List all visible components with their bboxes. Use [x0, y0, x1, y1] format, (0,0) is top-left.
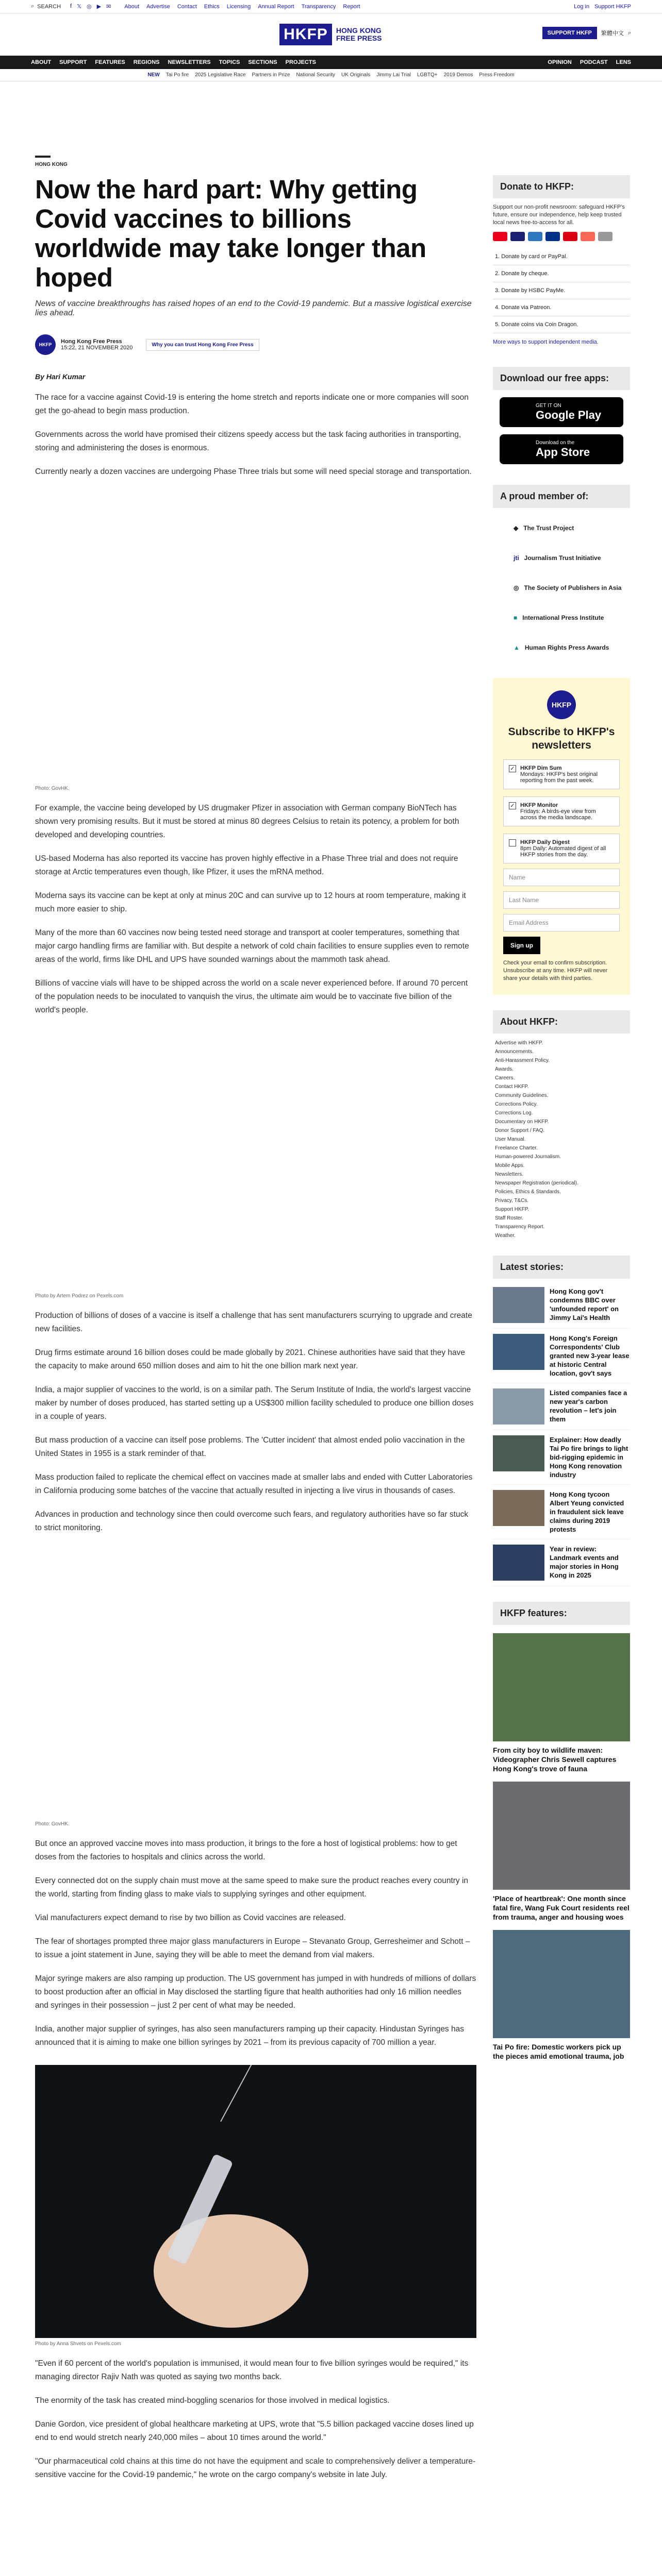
google-play-button[interactable]: GET IT ON Google Play [500, 397, 623, 427]
top-link-advertise[interactable]: Advertise [146, 3, 170, 10]
paragraph: Advances in production and technology since then could overcome such fears, and regulatory authorities have so far stuck to strict monitoring. [35, 1510, 469, 1532]
paragraph: Major syringe makers are also ramping up production. The US government has jumped in with hundreds of millions of dollars to boost production after an official in May disclosed the startling figure that health authorities had only 16 million needles and syringes in their possession – just 2 per cent of what may be needed. [35, 1974, 476, 2010]
paragraph: Many of the more than 60 vaccines now being tested need storage and transport at cooler temperatures, something that major cargo handling firms are familiar with. But despite a network of cold chain facilities to ensure supplies even to remote areas of the world, firms like DHL and UPS have sounded warnings about the mammoth task ahead. [35, 928, 469, 964]
donate-option[interactable]: 4. Donate via Patreon. [493, 299, 630, 316]
trending-item[interactable]: Jimmy Lai Trial [376, 72, 411, 78]
trending-item[interactable]: LGBTQ+ [417, 72, 438, 78]
story-thumbnail [493, 1388, 544, 1425]
about-link[interactable]: Donor Support / FAQ. [495, 1128, 545, 1133]
nav-newsletters[interactable]: NEWSLETTERS [168, 59, 211, 65]
paragraph: Vial manufacturers expect demand to rise by two billion as Covid vaccines are released. [35, 1913, 346, 1922]
x-icon[interactable]: 𝕏 [77, 4, 81, 10]
about-link[interactable]: Human-powered Journalism. [495, 1154, 561, 1160]
facebook-icon[interactable]: f [70, 3, 72, 9]
mastercard-icon [493, 232, 507, 241]
paragraph: The race for a vaccine against Covid-19 is entering the home stretch and reports indicate one or more companies will soon get the go-ahead to begin mass production. [35, 393, 469, 415]
about-link[interactable]: Contact HKFP. [495, 1084, 529, 1090]
hsbc-icon [563, 232, 577, 241]
trending-item[interactable]: Tai Po fire [166, 72, 189, 78]
site-logo[interactable]: HKFP HONG KONG FREE PRESS [279, 24, 383, 45]
article [35, 124, 476, 2482]
youtube-icon[interactable]: ▶ [96, 4, 102, 10]
about-link[interactable]: Policies, Ethics & Standards. [495, 1189, 561, 1195]
byline-publisher[interactable]: Hong Kong Free Press [61, 338, 122, 345]
latest-story[interactable]: Explainer: How deadly Tai Po fire brings to light bid-rigging epidemic in Hong Kong renovation industry [493, 1430, 630, 1485]
paragraph: Moderna says its vaccine can be kept at only at minus 20C and can survive up to 12 hours at room temperature, making it much more easier to ship. [35, 891, 466, 913]
paragraph: But once an approved vaccine moves into mass production, it brings to the fore a host of logistical problems: how to get doses from the factories to hospitals and clinics across the world. [35, 1839, 457, 1861]
site-header [0, 13, 662, 56]
member-jti[interactable]: jti Journalism Trust Initiative [514, 554, 601, 562]
latest-story[interactable]: Hong Kong gov't condemns BBC over 'unfounded report' on Jimmy Lai's Health [493, 1282, 630, 1329]
feature-story[interactable]: Tai Po fire: Domestic workers pick up the pieces amid emotional trauma, job [493, 1930, 630, 2061]
paragraph: The fear of shortages prompted three major glass manufacturers in Europe – Stevanato Group, Gerresheimer and Schott – to issue a joint statement in June, saying they will be able to meet the demand from vial makers. [35, 1937, 470, 1959]
checkbox[interactable] [509, 839, 516, 846]
nav-regions[interactable]: REGIONS [133, 59, 160, 65]
kicker-divider [35, 156, 51, 158]
about-heading: About HKFP: [493, 1010, 630, 1033]
member-sopa[interactable]: ◎ The Society of Publishers in Asia [514, 584, 622, 591]
paragraph: "Even if 60 percent of the world's population is immunised, it would mean four to five billion syringes would be required," its managing director Rajiv Nath was quoted as saying two months back. [35, 2359, 469, 2381]
category-link[interactable]: HONG KONG [35, 162, 68, 167]
newsletter-signup [493, 678, 630, 995]
about-link[interactable]: Privacy, T&Cs. [495, 1198, 529, 1204]
amex-icon [528, 232, 542, 241]
syringe-photo [35, 2065, 476, 2338]
paragraph: For example, the vaccine being developed by US drugmaker Pfizer in association with German company BioNTech has shown very promising results. But it must be stored at minus 80 degrees Celsius to retain its potency, a problem for both developed and developing countries. [35, 804, 459, 839]
article-title: Now the hard part: Why getting Covid vaccines to billions worldwide may take longer than hoped [35, 175, 426, 292]
about-link[interactable]: Weather. [495, 1233, 516, 1239]
trending-item[interactable]: National Security [296, 72, 336, 78]
trust-project-icon: ◆ [514, 524, 519, 532]
latest-story[interactable]: Hong Kong tycoon Albert Yeung convicted in fraudulent sick leave claims during 2019 protests [493, 1485, 630, 1539]
checkbox[interactable]: ✓ [509, 802, 516, 809]
publisher-avatar: HKFP [35, 334, 56, 355]
about-link[interactable]: User Manual. [495, 1137, 526, 1142]
about-link[interactable]: Staff Roster. [495, 1215, 523, 1221]
feature-story[interactable]: 'Place of heartbreak': One month since fatal fire, Wang Fuk Court residents reel from trauma, anger and housing woes [493, 1782, 630, 1922]
donate-options [493, 248, 630, 333]
donate-option[interactable]: 3. Donate by HSBC PayMe. [493, 282, 630, 299]
publish-date: 15:22, 21 NOVEMBER 2020 [61, 345, 133, 351]
sopa-icon: ◎ [514, 584, 519, 591]
nav-podcast[interactable]: PODCAST [580, 59, 608, 65]
support-hkfp-button[interactable]: SUPPORT HKFP [542, 27, 597, 39]
paragraph: Production of billions of doses of a vaccine is itself a challenge that has sent manufacturers scurrying to upgrade and create new facilities. [35, 1311, 472, 1333]
checkbox[interactable]: ✓ [509, 765, 516, 772]
paragraph: Every connected dot on the supply chain must move at the same speed to make sure the product reaches every country in the world, starting from finding glass to make vials to supplying syringes and other equipment. [35, 1876, 469, 1899]
paragraph: Drug firms estimate around 16 billion doses could be made globally by 2021. Chinese authorities have said that they have the capacity to make around 650 million doses and aim to hit the one billion mark next year. [35, 1348, 466, 1370]
about-link[interactable]: Community Guidelines. [495, 1093, 549, 1098]
about-link[interactable]: Newspaper Registration (periodical). [495, 1180, 578, 1186]
search-icon[interactable]: ⌕ [627, 29, 631, 36]
email-icon[interactable]: ✉ [106, 4, 111, 10]
story-thumbnail [493, 1545, 544, 1581]
paragraph: But mass production of a vaccine can itself pose problems. The 'Cutter incident' that almost ended polio vaccination in the United States in 1955 is a stark reminder of that. [35, 1436, 465, 1458]
features-list [493, 1633, 630, 2061]
members-heading: A proud member of: [493, 485, 630, 508]
byline-text [61, 338, 133, 351]
latest-heading: Latest stories: [493, 1256, 630, 1279]
image-caption: Photo by Anna Shvets on Pexels.com [35, 2341, 121, 2347]
about-link[interactable]: Careers. [495, 1075, 515, 1081]
member-hrpa[interactable]: ▲ Human Rights Press Awards [514, 644, 609, 651]
image-caption: Photo: GovHK. [35, 1821, 70, 1827]
about-link[interactable]: Mobile Apps. [495, 1163, 525, 1168]
byline [35, 334, 476, 355]
nav-topics[interactable]: TOPICS [219, 59, 240, 65]
latest-story[interactable]: Year in review: Landmark events and major stories in Hong Kong in 2025 [493, 1539, 630, 1586]
top-links [124, 4, 360, 10]
login-link[interactable]: Log in [574, 3, 590, 10]
donate-option[interactable]: 5. Donate coins via Coin Dragon. [493, 316, 630, 333]
trending-item[interactable]: Press Freedom [479, 72, 515, 78]
about-link[interactable]: Corrections Policy. [495, 1101, 538, 1107]
new-badge: NEW [147, 72, 160, 78]
paragraph: Governments across the world have promised their citizens speedy access but the task facing authorities in transporting, storing and administering the doses is enormous. [35, 430, 461, 452]
member-ipi[interactable]: ■ International Press Institute [514, 614, 604, 621]
sidebar [493, 124, 630, 2061]
hkfp-seal: HKFP [547, 690, 576, 719]
top-right-links [574, 4, 631, 10]
newsletter-note: Check your email to confirm subscription. Unsubscribe at any time. HKFP will never share your details with third parties. [503, 960, 608, 981]
about-link[interactable]: Support HKFP. [495, 1207, 529, 1212]
paragraph: Danie Gordon, vice president of global healthcare marketing at UPS, wrote that "5.5 billion packaged vaccine doses lined up end to end would stretch nearly 240,000 miles – about 10 times around the world." [35, 2420, 474, 2442]
ipi-icon: ■ [514, 614, 518, 621]
about-link[interactable]: Freelance Charter. [495, 1145, 538, 1151]
member-logos [493, 513, 630, 663]
newsletter-option[interactable]: ✓ HKFP Monitor Fridays: A birds-eye view from across the media landscape. [503, 796, 620, 826]
header-actions [542, 27, 631, 39]
nav-about[interactable]: ABOUT [31, 59, 52, 65]
feature-image [493, 1782, 630, 1890]
latest-story[interactable]: Hong Kong's Foreign Correspondents' Club granted new 3-year lease at historic Central location, gov't says [493, 1329, 630, 1383]
article-standfirst: News of vaccine breakthroughs has raised hopes of an end to the Covid-19 pandemic. But a massive logistical exercise lies ahead. [35, 299, 472, 317]
patreon-icon [581, 232, 595, 241]
nav-lens[interactable]: LENS [616, 59, 631, 65]
nav-sections[interactable]: SECTIONS [248, 59, 277, 65]
about-link[interactable]: Announcements. [495, 1049, 534, 1055]
language-switch[interactable]: 繁體中文 [601, 30, 624, 37]
article-image [35, 494, 476, 783]
signup-button[interactable]: Sign up [503, 937, 540, 954]
top-link-annual-report[interactable]: Annual Report [258, 3, 294, 10]
latest-story[interactable]: Listed companies face a new year's carbon revolution – let's join them [493, 1383, 630, 1430]
app-store-button[interactable]: Download on the App Store [500, 434, 623, 464]
top-link-contact[interactable]: Contact [177, 3, 197, 10]
newsletter-heading: Subscribe to HKFP's newsletters [508, 726, 615, 751]
payment-cards [493, 232, 630, 241]
article-image [35, 1032, 476, 1290]
trending-item[interactable]: UK Originals [341, 72, 371, 78]
nav-support[interactable]: SUPPORT [59, 59, 87, 65]
about-link[interactable]: Anti-Harassment Policy. [495, 1058, 550, 1063]
donate-text: Support our non-profit newsroom: safeguard HKFP's future, ensure our independence, help keep trusted local news free-to-access for all. [493, 204, 625, 226]
story-thumbnail [493, 1490, 544, 1526]
nav-features[interactable]: FEATURES [95, 59, 125, 65]
email-field[interactable]: Email Address [503, 914, 620, 931]
nav-opinion[interactable]: OPINION [548, 59, 572, 65]
about-link[interactable]: Awards. [495, 1066, 514, 1072]
image-caption: Photo by Artem Podrez on Pexels.com [35, 1293, 124, 1299]
story-thumbnail [493, 1287, 544, 1323]
syringe-illustration [35, 2065, 476, 2338]
feature-story[interactable]: From city boy to wildlife maven: Videographer Chris Sewell captures Hong Kong's trove of fauna [493, 1633, 630, 1773]
search-icon: ⌕ [31, 3, 35, 9]
support-link[interactable]: Support HKFP [594, 3, 631, 10]
nav-right [548, 59, 631, 65]
top-link-about[interactable]: About [124, 3, 139, 10]
paragraph: Billions of vaccine vials will have to be shipped across the world on a scale never experienced before. If around 70 percent of the population needs to be inoculated to vanquish the virus, the ultimate aim would be to vaccinate five billion of the world's people. [35, 979, 468, 1014]
cheque-icon [598, 232, 613, 241]
top-link-transparency[interactable]: Transparency [301, 3, 336, 10]
hrpa-icon: ▲ [514, 644, 520, 651]
article-author: By Hari Kumar [35, 372, 86, 381]
story-thumbnail [493, 1334, 544, 1370]
story-thumbnail [493, 1435, 544, 1471]
social-links [70, 3, 111, 10]
about-list [493, 1039, 630, 1240]
more-support-link[interactable]: More ways to support independent media. [493, 339, 599, 345]
paragraph: The enormity of the task has created mind-boggling scenarios for those involved in medical logistics. [35, 2396, 390, 2405]
paragraph: "Our pharmaceutical cold chains at this time do not have the equipment and scale to comprehensively deliver a temperature-sensitive vaccine for the Covid-19 pandemic," he wrote on the cargo company's website in late July. [35, 2457, 476, 2479]
paragraph: US-based Moderna has also reported its vaccine has proven highly effective in a Phase Three trial and does not require storage at Arctic temperatures even though, like Pfizer, it uses the mRNA method. [35, 854, 458, 876]
image-caption: Photo: GovHK. [35, 786, 70, 791]
jti-icon: jti [514, 554, 519, 562]
article-image [35, 1550, 476, 1818]
donate-option[interactable]: 2. Donate by cheque. [493, 265, 630, 282]
nav-projects[interactable]: PROJECTS [285, 59, 316, 65]
about-link[interactable]: Documentary on HKFP. [495, 1119, 549, 1125]
features-heading: HKFP features: [493, 1602, 630, 1625]
latest-list [493, 1282, 630, 1586]
top-link-report[interactable]: Report [343, 3, 360, 10]
about-link[interactable]: Newsletters. [495, 1172, 524, 1177]
trust-badge[interactable]: Why you can trust Hong Kong Free Press [146, 339, 259, 351]
top-bar [0, 0, 662, 13]
name-field[interactable]: Name [503, 869, 620, 886]
top-link-licensing[interactable]: Licensing [226, 3, 251, 10]
top-link-ethics[interactable]: Ethics [204, 3, 220, 10]
donate-heading: Donate to HKFP: [493, 175, 630, 198]
donate-option[interactable]: 1. Donate by card or PayPal. [493, 248, 630, 265]
about-link[interactable]: Transparency Report. [495, 1224, 545, 1230]
newsletter-option[interactable]: ✓ HKFP Dim Sum Mondays: HKFP's best original reporting from the past week. [503, 759, 620, 789]
last-name-field[interactable]: Last Name [503, 891, 620, 909]
trending-item[interactable]: 2019 Demos [443, 72, 473, 78]
about-link[interactable]: Advertise with HKFP. [495, 1040, 543, 1046]
paragraph: India, a major supplier of vaccines to the world, is on a similar path. The Serum Institute of India, the world's largest vaccine maker by number of doses produced, has started setting up a US$300 million facility scheduled to produce one billion doses in a couple of years. [35, 1385, 474, 1421]
main-nav [0, 56, 662, 69]
instagram-icon[interactable]: ◎ [86, 4, 92, 10]
visa-icon [510, 232, 525, 241]
paragraph: India, another major supplier of syringes, has also seen manufacturers ramping up their capacity. Hindustan Syringes has announced that it is aiming to make one billion syringes by 2021 – from its previous capacity of 700 million a year. [35, 2025, 464, 2047]
apps-heading: Download our free apps: [493, 367, 630, 390]
trending-item[interactable]: Partners in Prize [252, 72, 290, 78]
feature-image [493, 1633, 630, 1741]
newsletter-option[interactable]: HKFP Daily Digest 8pm Daily: Automated digest of all HKFP stories from the day. [503, 834, 620, 863]
paragraph: Mass production failed to replicate the chemical effect on vaccines made at smaller labs and ended with Cutter Laboratories in California producing some batches of the vaccine that actually resulted in injecting a live virus in thousands of cases. [35, 1473, 473, 1495]
trending-bar [0, 69, 662, 81]
paragraph: Currently nearly a dozen vaccines are undergoing Phase Three trials but some will need special storage and transportation. [35, 467, 472, 476]
paypal-icon [545, 232, 560, 241]
feature-image [493, 1930, 630, 2038]
about-link[interactable]: Corrections Log. [495, 1110, 533, 1116]
member-trust-project[interactable]: ◆ The Trust Project [514, 524, 574, 532]
trending-item[interactable]: 2025 Legislative Race [195, 72, 246, 78]
search-button[interactable]: ⌕ SEARCH [31, 3, 61, 10]
